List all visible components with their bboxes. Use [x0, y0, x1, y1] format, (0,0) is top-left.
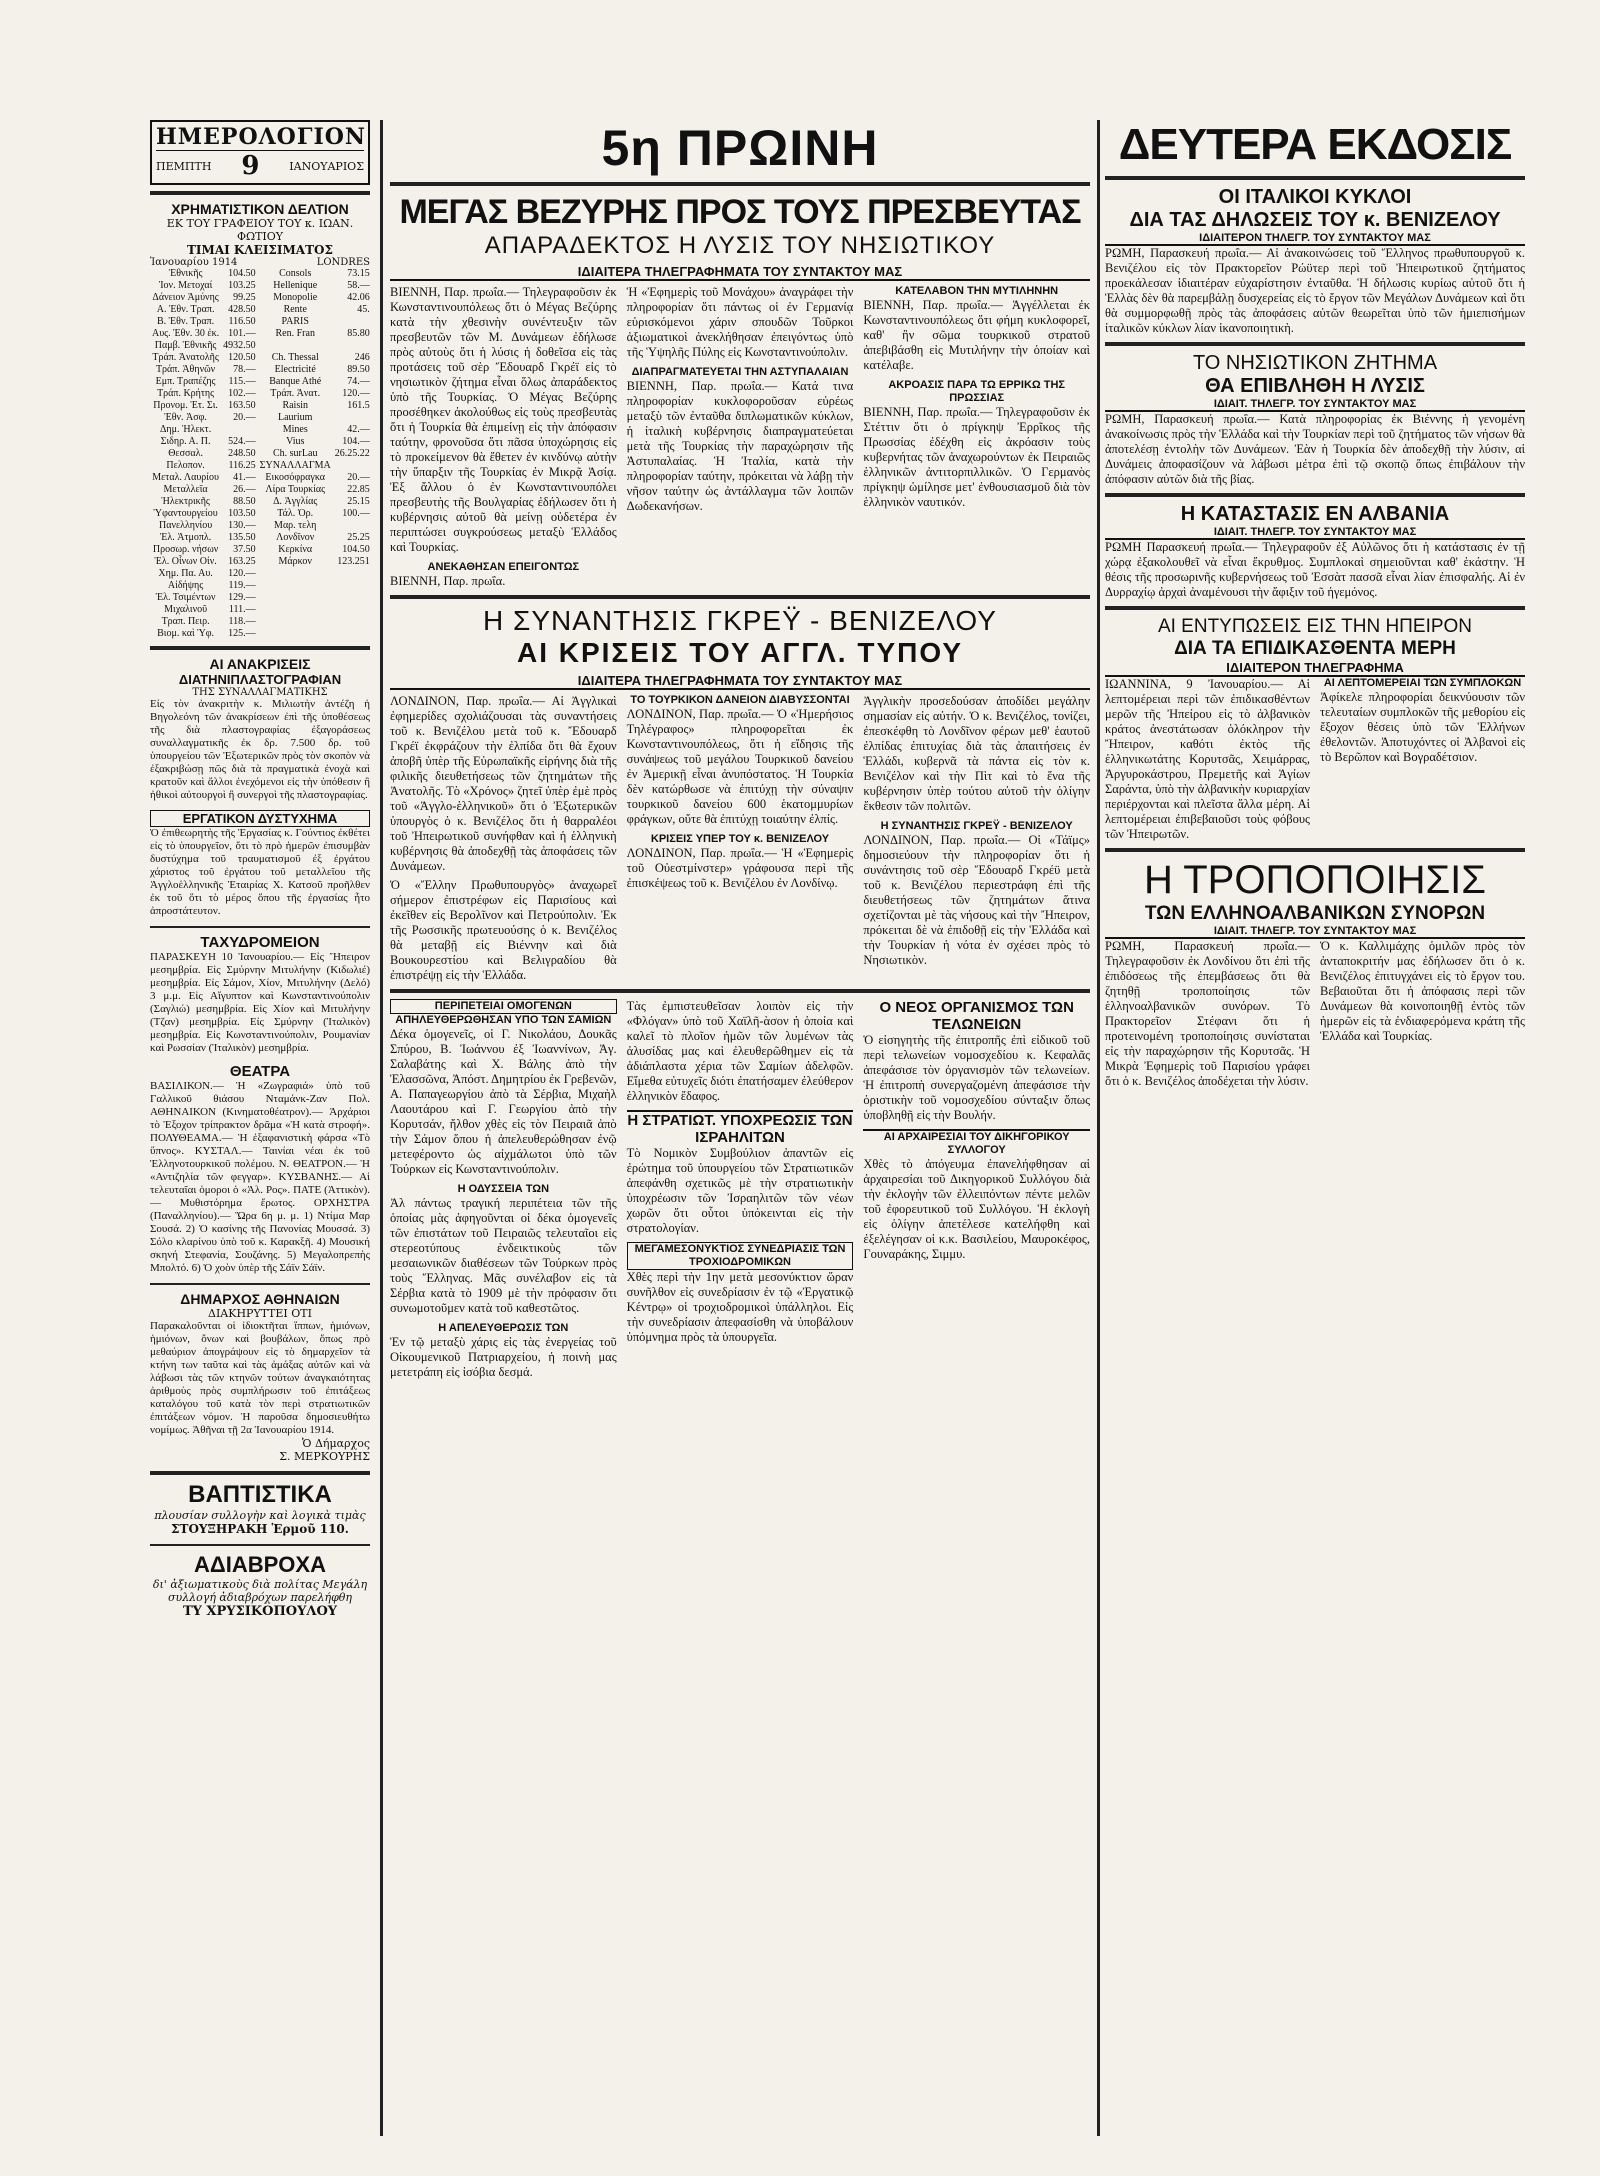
albania-title: Η ΚΑΤΑΣΤΑΣΙΣ ΕΝ ΑΛΒΑΝΙΑ [1180, 503, 1450, 525]
baptism-ad-title: ΒΑΠΤΙΣΤΙΚΑ [188, 1481, 332, 1508]
market-row [150, 472, 370, 484]
amendment-subtitle: ΤΩΝ ΕΛΛΗΝΟΑΛΒΑΝΙΚΩΝ ΣΥΝΟΡΩΝ [1144, 903, 1486, 924]
market-row [150, 520, 370, 532]
israelites-title: Η ΣΤΡΑΤΙΩΤ. ΥΠΟΧΡΕΩΣΙΣ ΤΩΝ ΙΣΡΑΗΛΙΤΩΝ [627, 1112, 853, 1146]
divider [150, 646, 370, 650]
market-price: 125.— [228, 628, 256, 639]
market-row [150, 460, 370, 472]
market-price: 111.— [228, 604, 256, 615]
epirus-text: ΙΩΑΝΝΙΝΑ, 9 Ἰανουαρίου.— Αἱ λεπτομέρειαι περὶ τῶν ἐπιδικασθέντων μερῶν τῆς Ἠπείρου εἰς τὸ ἀλβανικὸν κράτος ἀνεστάτωσαν ὁλόκληρον τὴν Ἤπειρον, καθότι ἐκτὸς τῆς ἑλληνικωτάτης Κορυτσᾶς, Χειμάρρας, Ἀργυροκάστρου, Πρεμετῆς καὶ Ἁγίων Σαράντα, ὑπὸ τὴν ἀλβανικὴν κυριαρχίαν περιέρχονται καὶ πλεῖστα ἄλλα μέρη. Αἱ λεπτομέρειαι ἐπιβεβαιοῦσι τοὺς φόβους τῶν Ἠπειρωτῶν. [1105, 677, 1310, 841]
market-security-name: Μεταλλεῖα [163, 484, 208, 495]
market-security-name: Τράπ. Κρήτης [157, 388, 215, 399]
press-headline: ΑΙ ΚΡΙΣΕΙΣ ΤΟΥ ΑΓΓΛ. ΤΥΠΟΥ [516, 637, 964, 668]
almanac-title: ΗΜΕΡΟΛΟΓΙΟΝ [156, 124, 367, 150]
market-price: 428.50 [228, 304, 256, 315]
details-text: Ἀφίκελε πληροφορίαι δεικνύουσιν τῶν τελευταίων συμπλοκῶν τῆς μεθορίου εἰς ἔξοχον θέσεις ὑπὸ τῶν Ἑλλήνων ἐθελοντῶν. Ἀποτυχόντες οἱ Ἀλβανοὶ εἰς τὸ Βερῶπον καὶ Βογραδέτσιον. [1320, 690, 1525, 764]
market-security-name: Raisin [282, 400, 308, 411]
market-row [150, 376, 370, 388]
market-price: 99.25 [233, 292, 256, 303]
london-article-1: ΛΟΝΔΙΝΟΝ, Παρ. πρωΐα.— Αἱ Ἀγγλικαὶ ἐφημερίδες σχολιάζουσαι τὰς συναντήσεις τοῦ κ. Βενιζέλου μετὰ τοῦ κ. Ἔδουαρδ Γκρέϊ ἐκφράζουν τὴν ἐλπίδα ὅτι θὰ ἔχουν ἀποβῆ ὑπὲρ τῆς Εὐρωπαϊκῆς εἰρήνης διὰ τῆς φιλικῆς διευθετήσεως τῶν ζητημάτων τῆς Ἀνατολῆς. Τὸ «Χρόνος» ζητεῖ ὑπὲρ ἐμὲ πρὸς τοῦ «Ἀγγλο-ἑλληνικοῦ» ὅτι ὁ Ἐξωτερικῶν ὑπουργὸς ὁ κ. Βενιζέλος ὅτι ἡ θαρραλέοι τοῦ Ἠπειρωτικοῦ συνήφθαν καὶ ἡ ἑλληνικὴ κυβέρνησις θὰ ἀποδεχθῇ τὰς ἀποφάσεις τῶν Δυνάμεων. [390, 694, 617, 873]
market-price: 78.— [233, 364, 256, 375]
market-price: 123.251 [337, 556, 370, 567]
odyssey-text: Ἀλ πάντως τραγική περιπέτεια τῶν τῆς ὁποίας μὰς ἀφηγοῦνται οἱ δέκα ὁμογενεῖς τῶν ἐπιστάτων τοῦ Πειραιῶς τελευταῖοι εἰς στερεοτύπους ἐνδεικτικοὺς τῶν μεσαιωνικῶν διαθέσεων τῶν Τούρκων πρὸς τοὺς Ἕλληνας. Μᾶς συνέλαβον εἰς τὰ Σέρβια κατὰ τὸ 1909 μὲ τὴν πρόφασιν ὅτι συνωμοτοῦμεν κατὰ τοῦ καθεστῶτος. [390, 1196, 617, 1315]
market-security-name: Ἐθν. Ἀσφ. [164, 412, 207, 423]
market-price [333, 616, 370, 628]
market-security-name: Μιχαλινοῦ [164, 604, 208, 615]
market-price: 120.— [342, 388, 370, 399]
telegram-label: ΙΔΙΑΙΤΕΡΑ ΤΗΛΕΓΡΑΦΗΜΑΤΑ ΤΟΥ ΣΥΝΤΑΚΤΟΥ ΜΑΣ [390, 264, 1090, 281]
omogenon-title: ΠΕΡΙΠΕΤΕΙΑΙ ΟΜΟΓΕΝΩΝ [390, 999, 617, 1014]
market-security-name: Μαρ. τελη [274, 520, 317, 531]
market-price: 116.25 [228, 460, 256, 471]
market-price: 74.— [347, 376, 370, 387]
rainwear-ad [150, 1552, 370, 1619]
market-security-name: Αἰδήψης [167, 580, 204, 591]
israelites-text: Τὸ Νομικὸν Συμβούλιον ἀπαντῶν εἰς ἐρώτημα τοῦ ὑπουργείου τῶν Στρατιωτικῶν ἀπεφάνθη σχετικῶς μὲ τὴν στρατιωτικὴν ὑποχρέωσιν τῶν Ἰσραηλιτῶν τῶν νέων χωρῶν ὅτι οὗτοι ὑπόκεινται εἰς τὴν στρατολογίαν. [626, 1146, 854, 1235]
market-security-name: Πελοπον. [166, 460, 205, 471]
market-row [150, 412, 370, 424]
market-price: 104.50 [228, 268, 256, 279]
market-security-name: Κερκίνα [278, 544, 313, 555]
market-price [333, 592, 370, 604]
market-security-name: Ch. Thessal [271, 352, 319, 363]
market-price: 163.25 [228, 556, 256, 567]
market-row [150, 484, 370, 496]
market-price [333, 520, 370, 532]
railway-text: Χθὲς περὶ τὴν 1ην μετὰ μεσονύκτιον ὥραν συνῆλθον εἰς συνεδρίασιν ἐν τῷ «Ἐργατικῷ Κέντρῳ» οἱ τροχιοδρομικοὶ ὑπάλληλοι. Εἰς τὴν συνεδρίασιν ἀπεφασίσθη νὰ ὑποβάλουν ὑπόμνημα πρὸς τὰ ὑπουργεῖα. [626, 1270, 854, 1344]
market-security-name: Ἐλ. Τσιμέντων [155, 592, 216, 603]
market-price: 119.— [228, 580, 256, 591]
market-security-name: Ὑφαντουργείου [153, 508, 218, 519]
astypalaia-title: ΔΙΑΠΡΑΓΜΑΤΕΥΕΤΑΙ ΤΗΝ ΑΣΤΥΠΑΛΑΙΑΝ [631, 366, 849, 378]
lawyers-title: ΑΙ ΑΡΧΑΙΡΕΣΙΑΙ ΤΟΥ ΔΙΚΗΓΟΡΙΚΟΥ ΣΥΛΛΟΓΟΥ [863, 1129, 1090, 1157]
market-row [150, 292, 370, 304]
divider [390, 182, 1090, 186]
market-london: LONDRES [316, 257, 370, 268]
divider [150, 191, 370, 195]
market-security-name [258, 568, 333, 580]
inquiries-subtitle2: ΤΗΣ ΣΥΝΑΛΛΑΓΜΑΤΙΚΗΣ [192, 687, 328, 698]
market-price: 25.15 [347, 496, 370, 507]
market-row [150, 364, 370, 376]
market-row [150, 436, 370, 448]
mayor-text: Παρακαλοῦνται οἱ ἰδιοκτῆται ἵππων, ἡμιόνων, ἡμιόνων, ὄνων καὶ βουβάλων, ὅπως πρὸ μεθαύριον ἀπογράψουν εἰς τὸ δημαρχεῖον τὰ κτήνη των ταῦτα καὶ τὰς ἀμάξας αὐτῶν καὶ νὰ λάβωσι τὰς τῶν κτηνῶν τούτων ἀναγκαιότητας ἀριθμοὺς πρὸς συμπλήρωσιν τοῦ ἐπιτάξεως καταλόγου τοῦ κατὰ τὸν περὶ στρατιωτικῶν ἐπιτάξεων νόμον. Ἡ παροῦσα δημοσιευθήτω νομίμως. Ἀθῆναι τῇ 2α Ἰανουαρίου 1914. [150, 1320, 370, 1436]
market-price [333, 340, 370, 352]
market-price: 41.— [233, 472, 256, 483]
mayor-sign-role: Ὁ Δήμαρχος [302, 1437, 370, 1450]
albania-text: ΡΩΜΗ Παρασκευή πρωΐα.— Τηλεγραφοῦν ἐξ Αὐλῶνος ὅτι ἡ κατάστασις ἐν τῇ χώρᾳ ἐξακολουθεῖ νὰ εἶναι ἔκρυθμος. Συμπλοκαὶ σημειοῦνται καθ' ἑκάστην. Ἡ θέσις τῆς προσωρινῆς κυβερνήσεως τοῦ Ἐσσὰτ πασσᾶ εἶναι λίαν ἐπισφαλής. Αἱ ἐν Δυρραχίῳ ἀρχαὶ ἀναμένουσι τὴν ἄφιξιν τοῦ ἡγεμόνος. [1105, 540, 1525, 599]
market-price: 100.— [342, 508, 370, 519]
market-security-name [258, 340, 333, 352]
italian-telegram: ΙΔΙΑΙΤΕΡΟΝ ΤΗΛΕΓΡ. ΤΟΥ ΣΥΝΤΑΚΤΟΥ ΜΑΣ [1105, 232, 1525, 246]
market-table [150, 268, 370, 640]
market-price: 45. [357, 304, 370, 315]
market-price [333, 604, 370, 616]
market-row [150, 568, 370, 580]
market-security-name: Μεταλ. Λαυρίου [152, 472, 219, 483]
mayor-subtitle: ΔΙΑΚΗΡΥΤΤΕΙ ΟΤΙ [208, 1307, 312, 1320]
divider [1105, 342, 1525, 346]
market-security-name: Βιομ. καὶ Ὑφ. [157, 628, 215, 639]
market-security-name: Ἐλ. Οἶνων Οἰν. [154, 556, 217, 567]
english-press-text: Ἀγγλικὴν προσεδούσαν ἀποδίδει μεγάλην σημασίαν εἰς αὐτήν. Ὁ κ. Βενιζέλος, τονίζει, ἐπεσκέφθη τὸ Λονδῖνον φέρων μεθ' ἑαυτοῦ ἐλπίδας ἐπιτυχίας διὰ τὰς ἀπαιτήσεις ἐν Ἑλλάδι, κυβερνᾶ τὰ πάντα εἰς τὸν κ. Βενιζέλον καὶ τὴν Πὶτ καὶ τὸ ἕνα τῆς κυβέρνησιν ὑπὲρ τούτου αὐτοῦ τὴν ὁλίγην ἔκθεσιν τῶν πολιτῶν. [863, 694, 1090, 813]
omogenon-text: Δέκα ὁμογενεῖς, οἱ Γ. Νικολάου, Δουκᾶς Σπύρου, Β. Ἰωάννου ἐξ Ἰωαννίνων, Ἀγ. Σαλαβάτης καὶ Χ. Βάλης ἀπὸ τὴν Ἐλασσῶνα, Ἀπόστ. Δημητρίου ἐκ Γρεβενῶν, Α. Παπαγεωργίου ἀπὸ τὰ Σέρβια, Μιχαὴλ Λαουτάρου καὶ Γ. Γεωργίου ἀπὸ τὴν Κορυτσάν, ἤλθον χθὲς εἰς τὸν Πειραιᾶ ἀπὸ τὴν Σάμον ὅπου ἡ ἀπελευθερώθησαν ἐνῷ μετεφέροντο ὡς αἰχμάλωτοι ὑπὸ τῶν Τούρκων εἰς Κωνσταντινούπολιν. [390, 1027, 617, 1176]
divider [390, 989, 1090, 993]
market-price: 116.50 [228, 316, 256, 327]
market-price: 22.85 [347, 484, 370, 495]
market-security-name: Λίρα Τουρκίας [265, 484, 326, 495]
amendment-title: Η ΤΡΟΠΟΠΟΙΗΣΙΣ [1143, 858, 1487, 902]
odyssey-title: Η ΟΔΥΣΣΕΙΑ ΤΩΝ [457, 1183, 550, 1195]
column-rule [380, 120, 383, 2136]
market-security-name: Ch. surLau [273, 448, 318, 459]
market-price [221, 424, 258, 436]
market-row [150, 616, 370, 628]
left-column [150, 120, 370, 2136]
divider [150, 1544, 370, 1546]
market-security-name: Ἐθνικῆς [168, 268, 203, 279]
market-security-name: Electricité [274, 364, 316, 375]
market-section [150, 201, 370, 640]
market-row [150, 328, 370, 340]
market-security-name: Laurium [278, 412, 313, 423]
baptism-ad [150, 1481, 370, 1536]
prince-text: ΒΙΕΝΝΗ, Παρ. πρωΐα.— Τηλεγραφοῦσιν ἐκ Στέττιν ὅτι ὁ πρίγκηψ Ἐρρῖκος τῆς Πρωσσίας ἐδέχθη εἰς ἀκρόασιν τοὺς κυβερνήτας τῶν ἀναχωρούντων ἐκ Πειραιῶς ἑλληνικῶν ἀντιτορπιλλικῶν. Ὁ Γερμανὸς πρίγκηψ ὡμίλησε μετ' ἐνθουσιασμοῦ διὰ τὸν ἑλληνικὸν ναυτικόν. [863, 405, 1090, 509]
release-text: Ἐν τῷ μεταξὺ χάρις εἰς τὰς ἐνεργείας τοῦ Οἰκουμενικοῦ Πατριαρχείου, ἡ ποινὴ μας μετετράπη εἰς ἰσόβια δεσμά. [390, 1335, 617, 1379]
london-article-2: Ὁ «Ἔλλην Πρωθυπουργὸς» ἀναχωρεῖ σήμερον ἐπιστρέφων εἰς Παρισίους καὶ ἐκεῖθεν εἰς Βερολῖνον καὶ Πετρούπολιν. Ἐκ τῆς Ρωσσικῆς πρωτευούσης ὁ κ. Βενιζέλος θὰ μεταβῇ εἰς Βιέννην καὶ διὰ Βουκουρεστίου καὶ Βελιγραδίου θὰ ἐπιστρέψῃ εἰς τὴν Ἑλλάδα. [390, 878, 617, 982]
top-news-columns [390, 285, 1090, 589]
market-security-name: Προνομ. Ἐτ. Σι. [153, 400, 218, 411]
albania-telegram: ΙΔΙΑΙΤ. ΤΗΛΕΓΡ. ΤΟΥ ΣΥΝΤΑΚΤΟΥ ΜΑΣ [1105, 526, 1525, 540]
rainwear-ad-shop: ΤΥ ΧΡΥΣΙΚΟΠΟΥΛΟΥ [182, 1604, 338, 1619]
market-price: 248.50 [228, 448, 256, 459]
market-row [150, 352, 370, 364]
edition-label-second: ΔΕΥΤΕΡΑ ΕΚΔΟΣΙΣ [1118, 120, 1512, 169]
main-subhead: ΑΠΑΡΑΔΕΚΤΟΣ Η ΛΥΣΙΣ ΤΟΥ ΝΗΣΙΩΤΙΚΟΥ [484, 232, 996, 259]
market-row [150, 304, 370, 316]
market-security-name: Δάνειον Ἀμύνης [152, 292, 219, 303]
mytilene-text: ΒΙΕΝΝΗ, Παρ. πρωΐα.— Ἀγγέλλεται ἐκ Κωνσταντινουπόλεως ὅτι φήμη κυκλοφορεῖ, καθ' ἣν σῶμα τουρκικοῦ στρατοῦ ἀπεβιβάσθη εἰς Μυτιλήνην τὴν ὁποίαν καὶ κατέλαβε. [863, 298, 1090, 372]
theatre-article [150, 1063, 370, 1275]
loan-text: ΛΟΝΔΙΝΟΝ, Παρ. πρωΐα.— Ὁ «Ἡμερήσιος Τηλέγραφος» πληροφορεῖται ἐκ Κωνσταντινουπόλεως, ὅτι ἡ εἴδησις τῆς συνάψεως τοῦ μεγάλου Τουρκικοῦ δανείου ἐν Ἀμερικῇ εἶναι ἀνυπόστατος. Ἡ Τουρκία δὲν κατώρθωσε νὰ ἐπιτύχῃ τὴν σύναψιν τουρκικοῦ δανείου 600 ἑκατομμυρίων φράγκων, οὔτε θὰ ἐπιτύχῃ τοιαύτην ἐλπίς. [626, 707, 854, 826]
market-row [150, 556, 370, 568]
market-price: 73.15 [347, 268, 370, 279]
details-title: ΑΙ ΛΕΠΤΟΜΕΡΕΙΑΙ ΤΩΝ ΣΥΜΠΛΟΚΩΝ [1323, 677, 1522, 689]
accident-article [150, 810, 370, 918]
vienna-article: ΒΙΕΝΝΗ, Παρ. πρωΐα.— Τηλεγραφοῦσιν ἐκ Κωνσταντινουπόλεως ὅτι ὁ Μέγας Βεζύρης κατὰ τὴν χθεσινὴν συνέντευξιν τῶν πρεσβευτῶν τῶν Μ. Δυνάμεων ἐδήλωσε πρὸς αὐτοὺς ὅτι ἡ λύσις ἡ δοθεῖσα εἰς τὰς προτάσεις τοῦ σὲρ Ἔδουαρδ Γκρέϊ εἰς τὸ νησιωτικὸν ζήτημα εἶναι ὅλως ἀπαράδεκτος ὑπὸ τῆς Τουρκίας. Ὁ Μέγας Βεζύρης προσέθηκεν ἀκολούθως εἰς τοὺς πρεσβευτὰς ὅτι ἡ Τουρκία θὰ ἐπιμείνῃ εἰς τὴν ἀπόφασιν ταύτην, φρονοῦσα ὅτι πᾶσα ὑποχώρησις εἰς τὸ προκείμενον θὰ ἔθετεν ἐν κινδύνῳ αὐτὴν τὴν ὕπαρξιν τῆς Τουρκίας ἐν Μικρᾷ Ἀσίᾳ. Ἐξ ἄλλου ὁ ἐν Κωνσταντινουπόλει πρεσβευτὴς τῆς Βουλγαρίας ἐδήλωσεν ὅτι ἡ κυβέρνησις αὐτοῦ θὰ μείνῃ οὐδετέρα ἐν περιπτώσει συγκρούσεως μεταξὺ Ἑλλάδος καὶ Τουρκίας. [390, 285, 617, 554]
market-security-name: Παμβ. Ἐθνικῆς [154, 340, 217, 351]
amendment-text2: Ὁ κ. Καλλιμάχης ὁμιλῶν πρὸς τὸν ἀνταποκριτήν μας ἐδήλωσεν ὅτι ὁ κ. Βενιζέλος ἐπιτυγχάνει εἰς τὸ ἔργον του. Βεβαιοῦται ὅτι ἡ ἀπόφασις περὶ τῶν Δυνάμεων θὰ κοινοποιηθῇ ἐντὸς τῶν ἡμερῶν εἰς τὰ ἐνδιαφερόμενα κράτη τῆς Ἑλλάδα καὶ Τουρκίας. [1320, 939, 1525, 1043]
market-security-name: Αυς. Ἐθν. 30 ἐκ. [152, 328, 220, 339]
market-price: 103.50 [228, 508, 256, 519]
market-security-name: Vius [286, 436, 305, 447]
anxiety-title: ΑΝΕΚΑΘΗΣΑΝ ΕΠΕΙΓΟΝΤΩΣ [427, 561, 580, 573]
market-price: 115.— [228, 376, 256, 387]
market-price: 4932.50 [223, 340, 256, 351]
market-security-name: Ἰον. Μετοχαί [158, 280, 213, 291]
market-title: ΧΡΗΜΑΤΙΣΤΙΚΟΝ ΔΕΛΤΙΟΝ [171, 201, 349, 217]
accident-title: ΕΡΓΑΤΙΚΟΝ ΔΥΣΤΥΧΗΜΑ [150, 810, 370, 827]
market-price: 58.— [347, 280, 370, 291]
market-subtitle: ΕΚ ΤΟΥ ΓΡΑΦΕΙΟΥ ΤΟΥ κ. ΙΩΑΝ. ΦΩΤΙΟΥ [166, 217, 354, 243]
market-security-name: Χημ. Πα. Αυ. [158, 568, 213, 579]
market-security-name [258, 616, 333, 628]
divider [1105, 176, 1525, 180]
italian-title: ΟΙ ΙΤΑΛΙΚΟΙ ΚΥΚΛΟΙ [1218, 186, 1412, 208]
market-price: 42.06 [347, 292, 370, 303]
market-closing: ΤΙΜΑΙ ΚΛΕΙΣΙΜΑΤΟΣ [187, 243, 333, 257]
market-security-name: Ἠλεκτρικῆς [161, 496, 210, 507]
market-price: 118.— [228, 616, 256, 627]
baptism-ad-text: πλουσίαν συλλογὴν καὶ λογικὰ τιμὰς [154, 1509, 366, 1522]
market-price: 102.— [228, 388, 256, 399]
prince-title: ΑΚΡΟΑΣΙΣ ΠΑΡΑ ΤΩ ΕΡΡΙΚΩ ΤΗΣ ΠΡΩΣΣΙΑΣ [888, 379, 1066, 404]
release-title: Η ΑΠΕΛΕΥΘΕΡΩΣΙΣ ΤΩΝ [438, 1322, 569, 1334]
island-title: ΤΟ ΝΗΣΙΩΤΙΚΟΝ ΖΗΤΗΜΑ [1192, 352, 1438, 374]
meeting2-text: ΛΟΝΔΙΝΟΝ, Παρ. πρωΐα.— Οἱ «Τάϊμς» δημοσιεύουν τὴν πληροφορίαν ὅτι ἡ συνάντησις τοῦ σὲρ Ἔδουαρδ Γκρέϋ μετὰ τοῦ κ. Βενιζέλου περιεστράφη ἐπὶ τῆς διευθετήσεως τῶν ζητημάτων ἅτινα σχετίζονται μὲ τὰς νήσους καὶ τὴν Ἤπειρον, πρόκειται δὲ νὰ ἐπιδοθῇ εἰς τὴν Ἑλλάδα καὶ τὴν Τουρκίαν ἡ νότα ἐν σχέσει πρὸς τὸ Νησιωτικὸν. [863, 833, 1090, 967]
market-security-name [258, 628, 333, 640]
market-security-name: Πανελληνίου [158, 520, 213, 531]
edition-label-morning: 5η ΠΡΩΙΝΗ [601, 120, 879, 176]
market-price: 37.50 [233, 544, 256, 555]
market-price [333, 412, 370, 424]
divider [150, 1283, 370, 1285]
market-row [150, 628, 370, 640]
market-security-name: Δημ. Ἠλεκτ. [159, 424, 212, 435]
market-price: 135.50 [228, 532, 256, 543]
amendment-text: ΡΩΜΗ, Παρασκευή πρωΐα.— Τηλεγραφοῦσιν ἐκ Λονδίνου ὅτι ἐπὶ τῆς ἐπιδόσεως τῆς ἐπεμβάσεως ὅτι θὰ ζητηθῇ τροποποίησις τῶν ἑλληνοαλβανικῶν συνόρων. Τὸ Πρακτορεῖον Στέφανι ὅτι ἡ προτεινομένη τροποποίησις συνίσταται εἰς τὴν παραχώρησιν τῆς Κορυτσᾶς. Ἡ Μικρὰ Ἐφημερὶς τοῦ Παρισίου γράφει ὅτι ὁ κ. Βενιζέλος ἀποδέχεται τὴν λύσιν. [1105, 939, 1310, 1088]
mayor-sign-name: Σ. ΜΕΡΚΟΥΡΗΣ [279, 1450, 370, 1463]
right-column [1105, 120, 1525, 2136]
market-security-name: Ἐλ. Ἀτμοπλ. [159, 532, 212, 543]
epirus-telegram: ΙΔΙΑΙΤΕΡΟΝ ΤΗΛΕΓΡΑΦΗΜΑ [1105, 660, 1525, 677]
market-price: 20.— [233, 412, 256, 423]
organization-title: Ο ΝΕΟΣ ΟΡΓΑΝΙΣΜΟΣ ΤΩΝ ΤΕΛΩΝΕΙΩΝ [879, 999, 1074, 1033]
market-price: 26.25.22 [334, 448, 370, 459]
divider [390, 595, 1090, 599]
market-price: 26.— [233, 484, 256, 495]
market-price: 103.25 [228, 280, 256, 291]
divider [1105, 606, 1525, 610]
market-row [150, 340, 370, 352]
amendment-columns [1105, 939, 1525, 1089]
market-security-name: Monopolie [273, 292, 318, 303]
inquiries-title: ΑΙ ΑΝΑΚΡΙΣΕΙΣ [209, 656, 311, 672]
market-security-name: Εμπ. Τραπέζης [155, 376, 216, 387]
market-security-name [258, 592, 333, 604]
italian-subtitle: ΔΙΑ ΤΑΣ ΔΗΛΩΣΕΙΣ ΤΟΥ κ. ΒΕΝΙΖΕΛΟΥ [1129, 209, 1501, 231]
astypalaia-text: ΒΙΕΝΝΗ, Παρ. πρωΐα.— Κατά τινα πληροφορίαν κυκλοφοροῦσαν εὐρέως μεταξὺ τῶν ἐνταῦθα διπλωματικῶν κύκλων, ἡ ἰταλικὴ κυβέρνησις διαπραγματεύεται μετὰ τῆς Τουρκίας τὴν παραχώρησιν τῆς Ἀστυπαλαίας. Ἡ Ἰταλία, κατὰ τὴν πληροφορίαν ταύτην, πρόκειται νὰ λάβῃ τὴν νῆσον ταύτην ὡς ἀντάλλαγμα τῶν λοιπῶν Δωδεκανήσων. [626, 379, 854, 513]
market-row [150, 532, 370, 544]
market-price [333, 628, 370, 640]
rainwear-ad-title: ΑΔΙΑΒΡΟΧΑ [194, 1552, 326, 1577]
almanac-month: ΙΑΝΟΥΑΡΙΟΣ [289, 159, 364, 173]
mayor-notice [150, 1291, 370, 1463]
market-row [150, 448, 370, 460]
market-price [333, 580, 370, 592]
amendment-telegram: ΙΔΙΑΙΤ. ΤΗΛΕΓΡ. ΤΟΥ ΣΥΝΤΑΚΤΟΥ ΜΑΣ [1105, 925, 1525, 939]
market-security-name: Εικοσόφραγκα [265, 472, 326, 483]
divider [1105, 493, 1525, 497]
meeting2-title: Η ΣΥΝΑΝΤΗΣΙΣ ΓΚΡΕΫ - ΒΕΝΙΖΕΛΟΥ [880, 820, 1073, 832]
market-row [150, 544, 370, 556]
island-text: ΡΩΜΗ, Παρασκευή πρωΐα.— Κατὰ πληροφορίας ἐκ Βιέννης ἡ γενομένη ἀνακοίνωσις πρὸς τὴν Ἑλλάδα καὶ τὴν Τουρκίαν περὶ τοῦ ζητήματος τῶν νήσων θὰ ἀποτελέσῃ ἐντολὴν τῶν Δυνάμεων. Ἐὰν ἡ Τουρκία δὲν ἀποδεχθῇ τὴν λύσιν, αἱ Δυνάμεις ἀποφασίζουν νὰ λάβωσι μέτρα ἐπὶ τῷ σκοπῷ ὅπως ἐπιβάλουν τὴν ἀπόφασιν αὐτῶν διὰ τῆς βίας. [1105, 412, 1525, 486]
market-price: 25.25 [347, 532, 370, 543]
theatre-title: ΘΕΑΤΡΑ [229, 1063, 291, 1080]
market-row [150, 400, 370, 412]
market-security-name: Τάλ. Ὀρ. [277, 508, 314, 519]
market-row [150, 388, 370, 400]
mytilene-title: ΚΑΤΕΛΑΒΟΝ ΤΗΝ ΜΥΤΙΛΗΝΗΝ [895, 285, 1059, 297]
divider [150, 926, 370, 928]
munich-article: Ἡ «Ἐφημερὶς τοῦ Μονάχου» ἀναγράφει τὴν πληροφορίαν ὅτι πάντως οἱ ἐν Γερμανίᾳ εὑρισκόμενοι χάριν σπουδῶν Τοῦρκοι ἀξιωματικοὶ ἀνεκλήθησαν ἐπειγόντως ὑπὸ τῆς Ὑψηλῆς Πύλης εἰς Κωνσταντινούπολιν. [626, 285, 854, 359]
market-security-name: Α. Ἐθν. Τραπ. [156, 304, 215, 315]
market-row [150, 424, 370, 436]
market-price: 163.50 [228, 400, 256, 411]
divider [1105, 848, 1525, 852]
market-security-name: Λονδῖνον [276, 532, 315, 543]
almanac-date: 9 [241, 151, 260, 181]
market-price: 42.— [347, 424, 370, 435]
market-price: 89.50 [347, 364, 370, 375]
market-price: 161.5 [347, 400, 370, 411]
market-security-name: Hellenique [273, 280, 318, 291]
market-security-name [258, 580, 333, 592]
market-row [150, 496, 370, 508]
market-security-name: Θεσσαλ. [168, 448, 203, 459]
baptism-ad-shop: ΣΤΟΥΞΗΡΑΚΗ Ἑρμοῦ 110. [171, 1522, 349, 1536]
island-telegram: ΙΔΙΑΙΤ. ΤΗΛΕΓΡ. ΤΟΥ ΣΥΝΤΑΚΤΟΥ ΜΑΣ [1105, 398, 1525, 412]
market-price: 104.50 [342, 544, 370, 555]
market-price: 129.— [228, 592, 256, 603]
market-security-name: Consols [279, 268, 312, 279]
italian-text: ΡΩΜΗ, Παρασκευή πρωΐα.— Αἱ ἀνακοινώσεις τοῦ Ἕλληνος πρωθυπουργοῦ κ. Βενιζέλου εἰς τὸν Πρακτορεῖον Ρώϋτερ περὶ τοῦ Ἠπειρωτικοῦ ζητήματος προεκάλεσαν ἰδιαιτέραν εὐχαρίστησιν ἐνταῦθα. Ἡ δήλωσις κυρίως αὐτοῦ ὅτι ἡ Ἑλλὰς δὲν θὰ παρεμβάλῃ δυσχερείας εἰς τὸ ἔργον τῶν Μεγάλων Δυνάμεων καὶ ὅτι θὰ συμμορφωθῇ πρὸς τὰς ἀποφάσεις αὐτῶν θεωρεῖται ὑπὸ τῶν ἡμιεπισήμων ἰταλικῶν κύκλων λίαν ἱκανοποιητικὴ. [1105, 246, 1525, 335]
market-price: 524.— [228, 436, 256, 447]
almanac-box [150, 120, 370, 185]
inquiries-article [150, 656, 370, 802]
market-date: Ἰανουαρίου 1914 [150, 257, 238, 268]
market-price: 246 [354, 352, 370, 363]
railway-title: ΜΕΓΑΜΕΣΟΝΥΚΤΙΟΣ ΣΥΝΕΔΡΙΑΣΙΣ ΤΩΝ ΤΡΟΧΙΟΔΡΟΜΙΚΩΝ [627, 1242, 854, 1270]
epirus-title: ΑΙ ΕΝΤΥΠΩΣΕΙΣ ΕΙΣ ΤΗΝ ΗΠΕΙΡΟΝ [1157, 616, 1473, 637]
market-row [150, 268, 370, 280]
lower-columns [390, 999, 1090, 1380]
market-security-name: Β. Ἐθν. Τραπ. [157, 316, 215, 327]
main-headline: ΜΕΓΑΣ ΒΕΖΥΡΗΣ ΠΡΟΣ ΤΟΥΣ ΠΡΕΣΒΕΥΤΑΣ [399, 193, 1081, 231]
market-price [333, 460, 370, 472]
column-rule [1097, 120, 1100, 2136]
market-price: 20.— [347, 472, 370, 483]
post-title: ΤΑΧΥΔΡΟΜΕΙΟΝ [200, 934, 320, 951]
market-security-name: Τράπ. Ἀνατολῆς [152, 352, 219, 363]
market-row [150, 316, 370, 328]
lawyers-text: Χθὲς τὸ ἀπόγευμα ἐπανελήφθησαν αἱ ἀρχαιρεσίαι τοῦ Δικηγορικοῦ Συλλόγου διὰ τὴν ἐκλογὴν τῶν ἐλλειπόντων πέντε μελῶν τοῦ ἐφορευτικοῦ τοῦ Συλλόγου. Ἡ ἐκλογὴ εἰς ὁλίγην ἀπετέλεσε κατελήφθη καὶ ἐξελέγησαν οἱ κ.κ. Βασιλείου, Μαυροκέφος, Γουναράκης, Σιμμυ. [863, 1157, 1090, 1261]
market-price: 120.50 [228, 352, 256, 363]
market-security-name: Τραπ. Πειρ. [161, 616, 210, 627]
market-security-name: ΣΥΝΑΛΛΑΓΜΑ [259, 460, 331, 471]
accident-text: Ὁ ἐπιθεωρητὴς τῆς Ἐργασίας κ. Γούντιος ἐκθέτει εἰς τὸ ὑπουργεῖον, ὅτι τὸ πρὸ ἡμερῶν ἐπισυμβὰν δυστύχημα τοῦ τραυματισμοῦ ἐξ ἐργάτου χάριστος τοῦ ἐργάτου τοῦ μεταλλεῖου τῆς Ἀγγλοἑλληνικῆς Ἑταιρίας Χ. Κατσοῦ προῆλθεν ἐκ τοῦ ὅτι τὸ μέρος ὅπου τῆς ἐργασίας ἦτο ἀπροστάτευτον. [150, 827, 370, 917]
market-security-name: Ren. Fran [275, 328, 315, 339]
market-row [150, 580, 370, 592]
mayor-title: ΔΗΜΑΡΧΟΣ ΑΘΗΝΑΙΩΝ [180, 1291, 340, 1307]
misc-text: Τὰς ἐμπιστευθεῖσαν λοιπὸν εἰς τὴν «Φλόγαν» ὑπὸ τοῦ Χαϊλῆ-ὰσον ἡ ὁποία καὶ καλεῖ τὸ πλοῖον ἡμῶν τῶν λυμένων τὰς ἀλυσίδας μας καὶ ἐλευθερῶθημεν εἰς τὰ ἀδιάπλαστα χέρια τῶν Σαμίων ἀδελφῶν. Εἴμεθα εὐτυχεῖς διότι ἐπατήσαμεν ἐλεύθερον ἑλληνικὸν ἔδαφος. [626, 999, 854, 1103]
theatre-text: ΒΑΣΙΛΙΚΟΝ.— Ἡ «Ζωγραφιά» ὑπὸ τοῦ Γαλλικοῦ θιάσου Νταμάνκ-Ζαν Πολ. ΑΘΗΝΑΙΚΟΝ (Κινηματοθέατρον).— Ἀρχάριοι τὸ Ἐξοχον τρίπρακτον δρᾶμα «Ἡ κατὰ στροφή». ΠΟΛΥΘΕΑΜΑ.— Ἡ ἐξαφανιστικὴ φάρσα «Τὸ ὕπνος». ΚΥΣΤΑΛ.— Ταινίαι νέαι ἐκ τοῦ Ἑλληνοτουρκικοῦ πολέμου. Ν. ΘΕΑΤΡΟΝ.— Ἡ «Αντιζηλία τῶν φεγγαρ». ΚΥΣΒΑΝΗΣ.— Αἱ τελευταῖαι ὁμοροι ὁ «Ἀλ. Ρος». ΠΑΤΕ (Ἀττικὸν).— Μυθιστόρημα ἔρωτος. ΟΡΧΗΣΤΡΑ (Παναλληνίου).— Ὥρα 6η μ. μ. 1) Ντίμα Μαρ Σουσά. 2) Ὁ κασίνης τῆς Πανονίας Μουσσά. 3) Σόλο κλαρίνου ὑπὸ τοῦ κ. Καρακξῆ. 4) Μουσική σκηνή Στεφανία, Σουζάνης. 5) Μεγαλοπρεπὴς Μπολτό. 6) Ὁ χοὸν ὑπὲρ τῆς Σάϊν Σάϊν. [150, 1080, 370, 1274]
meeting-headline: Η ΣΥΝΑΝΤΗΣΙΣ ΓΚΡΕΫ - ΒΕΝΙΖΕΛΟΥ [483, 605, 997, 636]
inquiries-subtitle: ΔΙΑΤΗΝΙΠΛΑΣΤΟΓΡΑΦΙΑΝ [178, 672, 342, 687]
market-row [150, 508, 370, 520]
island-subtitle: ΘΑ ΕΠΙΒΛΗΘΗ Η ΛΥΣΙΣ [1205, 375, 1425, 397]
market-price [333, 568, 370, 580]
omogenon-subtitle: ΑΠΗΛΕΥΘΕΡΩΘΗΣΑΝ ΥΠΟ ΤΩΝ ΣΑΜΙΩΝ [395, 1014, 612, 1026]
market-security-name: Τράπ. Ἀνατ. [270, 388, 321, 399]
press-columns [390, 694, 1090, 983]
organization-text: Ὁ εἰσηγητὴς τῆς ἐπιτροπῆς ἐπὶ εἰδικοῦ τοῦ περὶ τελωνείων νομοσχεδίου κ. Κεφαλᾶς ἀπεφάσισε τὸν ὀργανισμὸν τῶν τελωνείων. Ἡ ἐπιτροπὴ συνεργαζομένη ἀπεφάσισε τὴν ὁριστικὴν τοῦ νομοσχεδίου σύνταξιν ὅπως ὑποβληθῇ εἰς τὴν Βουλήν. [863, 1033, 1090, 1122]
middle-column [390, 120, 1090, 2136]
market-row [150, 592, 370, 604]
market-security-name: Mines [282, 424, 308, 435]
market-price: 120.— [228, 568, 256, 579]
credits-text: ΛΟΝΔΙΝΟΝ, Παρ. πρωΐα.— Ἡ «Ἐφημερὶς τοῦ Οὐεστμίνστερ» γράφουσα περὶ τῆς ἐπισκέψεως τοῦ κ. Βενιζέλου ἐν Λονδίνῳ. [626, 846, 854, 890]
almanac-day: ΠΕΜΠΤΗ [156, 159, 212, 173]
divider [150, 1471, 370, 1475]
market-security-name: Μάρκον [278, 556, 312, 567]
market-security-name: Σιδηρ. Α. Π. [160, 436, 211, 447]
market-price: 101.— [228, 328, 256, 339]
post-text: ΠΑΡΑΣΚΕΥΗ 10 Ἰανουαρίου.— Εἰς Ἤπειρον μεσημβρία. Εἰς Σμύρνην Μιτυλήνην (Κιδωλιέ) μεσημβρία. Εἰς Σάμον, Χίον, Μιτυλήνην (Δελό) 3 μ.μ. Εἰς Αἴγυπτον καὶ Κωνσταντινούπολιν (Σαγλιώ) μεσημβρία. Εἰς Χίον καὶ Μιτυλήνην (Τζαν) μεσημβρία. Εἰς Σμύρνην (Ἰταλικὸν) μεσημβρία. Εἰς Κωνσταντινούπολιν, Ρουμανίαν καὶ Ρωσσίαν (Ἰταλικὸν) μεσημβρία. [150, 951, 370, 1054]
anxiety-text: ΒΙΕΝΝΗ, Παρ. πρωΐα. [390, 574, 506, 588]
epirus-subtitle: ΔΙΑ ΤΑ ΕΠΙΔΙΚΑΣΘΕΝΤΑ ΜΕΡΗ [1174, 638, 1456, 659]
epirus-columns [1105, 677, 1525, 842]
market-row [150, 280, 370, 292]
rainwear-ad-text: δι' ἀξιωματικοὺς διὰ πολίτας Μεγάλη συλλογή ἀδιαβρόχων παρελήφθη [152, 1578, 368, 1604]
post-article [150, 934, 370, 1055]
press-telegram-label: ΙΔΙΑΙΤΕΡΑ ΤΗΛΕΓΡΑΦΗΜΑΤΑ ΤΟΥ ΣΥΝΤΑΚΤΟΥ ΜΑΣ [390, 673, 1090, 690]
market-price: 104.— [342, 436, 370, 447]
credits-title: ΚΡΙΣΕΙΣ ΥΠΕΡ ΤΟΥ κ. ΒΕΝΙΖΕΛΟΥ [650, 833, 830, 845]
loan-title: ΤΟ ΤΟΥΡΚΙΚΟΝ ΔΑΝΕΙΟΝ ΔΙΑΒΥΣΣΟΝΤΑΙ [630, 694, 850, 706]
market-security-name: Δ. Ἀγγλίας [273, 496, 318, 507]
market-security-name: Τράπ. Ἀθηνῶν [155, 364, 216, 375]
market-price: 88.50 [233, 496, 256, 507]
inquiries-text: Εἰς τὸν ἀνακριτὴν κ. Μιλιωτὴν ἀντέζη ἡ Βηγολεόνη τῶν ἀνακρίσεων ἐπὶ τῆς ὑποθέσεως τῆς διὰ πλαστογραφίας ἐξαγοράσεως συναλλαγματικῆς ἐκ δρ. 7.500 δρ. τοῦ ὑπουργείου τῶν Ἐξωτερικῶν πρὸς τὸν σκοπὸν νὰ ἐξακριβώσῃ πῶς διὰ τὰ πραγματικὰ ἐνοχὰ καὶ κρατοῦν καὶ ἄλλοι ἐνεχόμενοι εἰς τὴν ὑπόθεσιν ἢ ἠθικοὶ αὐτουργοὶ ἢ συνεργοὶ τῆς πλαστογραφίας. [150, 698, 370, 801]
market-security-name [258, 604, 333, 616]
market-price: 130.— [228, 520, 256, 531]
market-security-name: Προσωρ. νήσων [152, 544, 219, 555]
market-security-name: PARIS [281, 316, 309, 327]
market-security-name: Banque Athé [269, 376, 322, 387]
market-price [333, 316, 370, 328]
market-row [150, 604, 370, 616]
market-security-name: Rente [283, 304, 307, 315]
market-price: 85.80 [347, 328, 370, 339]
